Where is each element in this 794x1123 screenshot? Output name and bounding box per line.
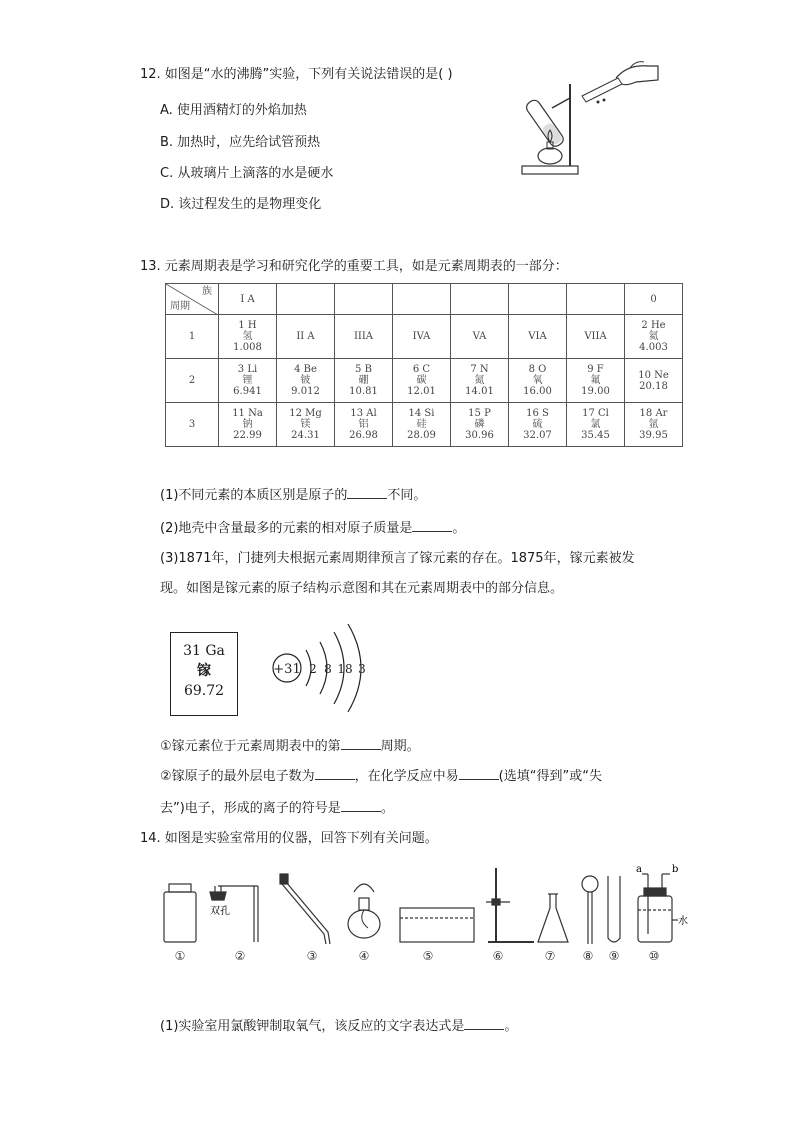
group-header — [567, 284, 625, 315]
nucleus-charge: +31 — [273, 662, 301, 677]
element-symbol: 1 H — [238, 320, 257, 331]
iron-stand-icon — [486, 868, 534, 942]
element-mass: 20.18 — [639, 380, 668, 392]
period-row — [166, 403, 683, 447]
group-header — [509, 284, 567, 315]
apparatus-label: ④ — [358, 949, 370, 963]
element-cell — [335, 359, 393, 403]
element-cell — [335, 403, 393, 447]
shell-electrons: 2 — [309, 662, 317, 676]
element-mass: 26.98 — [349, 430, 378, 441]
lab-apparatus-figure — [158, 862, 688, 972]
q13-c1-tail: 周期。 — [380, 739, 420, 754]
q13-sub2 — [160, 519, 465, 538]
element-cell — [277, 403, 335, 447]
answer-blank[interactable] — [412, 519, 452, 532]
element-name: 氩 — [648, 419, 659, 430]
element-name: 氢 — [242, 331, 253, 342]
element-cell — [625, 315, 683, 359]
element-cell — [509, 315, 567, 359]
element-mass: 28.09 — [407, 430, 436, 441]
element-mass: 30.96 — [465, 430, 494, 441]
group-header — [277, 284, 335, 315]
period-row — [166, 315, 683, 359]
element-mass: 19.00 — [581, 386, 610, 397]
table-corner — [166, 284, 219, 315]
q13-sub1-tail: 不同。 — [387, 488, 427, 503]
q13-sub3-line1: (3)1871年，门捷列夫根据元素周期律预言了镓元素的存在。1875年，镓元素被发 — [160, 551, 635, 566]
gas-washing-bottle-icon — [638, 874, 678, 942]
q13-c1 — [160, 737, 420, 756]
q12-option-d: D. 该过程发生的是物理变化 — [160, 197, 322, 212]
gallium-name: 镓 — [197, 663, 211, 679]
element-mass: 9.012 — [291, 386, 320, 397]
period-number: 2 — [166, 359, 219, 403]
element-symbol: 2 He — [641, 320, 666, 331]
apparatus-label: ⑥ — [492, 949, 504, 963]
period-number: 1 — [166, 315, 219, 359]
element-name: 钠 — [242, 419, 253, 430]
q13-c2-line1 — [160, 767, 602, 786]
element-symbol: 5 B — [355, 364, 372, 375]
element-symbol: 10 Ne — [638, 369, 669, 381]
element-name: 硅 — [416, 419, 427, 430]
q14-sub1-text: (1)实验室用氯酸钾制取氧气，该反应的文字表达式是 — [160, 1019, 465, 1034]
water-trough-icon — [400, 908, 474, 942]
apparatus-label: ⑤ — [422, 949, 434, 963]
corner-period-label: 周期 — [170, 301, 190, 312]
element-mass: 10.81 — [349, 386, 378, 397]
answer-blank[interactable] — [315, 767, 355, 780]
apparatus-label: ① — [174, 949, 186, 963]
element-symbol: 6 C — [412, 364, 431, 375]
element-mass: 12.01 — [407, 386, 436, 397]
element-cell — [277, 315, 335, 359]
element-mass: 1.008 — [233, 342, 262, 353]
element-symbol: 4 Be — [294, 364, 317, 375]
q13-c1-text: ①镓元素位于元素周期表中的第 — [160, 739, 341, 754]
element-mass: 35.45 — [581, 430, 610, 441]
element-symbol: 13 Al — [350, 408, 377, 419]
element-name: 硫 — [532, 419, 543, 430]
q12-option-b: B. 加热时，应先给试管预热 — [160, 135, 321, 150]
element-symbol: II A — [296, 331, 315, 342]
element-cell — [567, 403, 625, 447]
q13-sub2-tail: 。 — [452, 521, 466, 536]
element-cell — [451, 315, 509, 359]
element-cell — [277, 359, 335, 403]
element-cell — [567, 359, 625, 403]
apparatus-label: ② — [234, 949, 246, 963]
element-mass: 16.00 — [523, 386, 552, 397]
q12-option-c: C. 从玻璃片上滴落的水是硬水 — [160, 166, 334, 181]
group-header — [451, 284, 509, 315]
conical-flask-icon — [538, 894, 568, 942]
element-mass: 22.99 — [233, 430, 262, 441]
element-symbol: 17 Cl — [582, 408, 609, 419]
q13-c2-line2-text: 去”)电子，形成的离子的符号是 — [160, 801, 341, 816]
corner-group-label: 族 — [202, 286, 212, 297]
q13-c2-line2 — [160, 799, 394, 818]
element-name: 铝 — [358, 419, 369, 430]
q12-option-a: A. 使用酒精灯的外焰加热 — [160, 103, 307, 118]
element-name: 氟 — [590, 375, 601, 386]
gallium-element-card — [170, 632, 238, 716]
bottle-port-b: b — [672, 864, 679, 875]
shell-electrons: 3 — [358, 662, 366, 676]
element-name: 氯 — [590, 419, 601, 430]
wide-mouth-bottle-icon — [164, 884, 196, 942]
element-name: 氮 — [474, 375, 485, 386]
element-symbol: 16 S — [526, 408, 549, 419]
element-cell — [625, 403, 683, 447]
q14-sub1 — [160, 1017, 517, 1036]
element-mass: 32.07 — [523, 430, 552, 441]
element-cell — [393, 359, 451, 403]
apparatus-label: ⑨ — [608, 949, 620, 963]
period-number: 3 — [166, 403, 219, 447]
element-symbol: 8 O — [528, 364, 547, 375]
element-name: 氧 — [532, 375, 543, 386]
element-symbol: 11 Na — [232, 408, 263, 419]
water-label: 水 — [678, 916, 688, 927]
gallium-number-symbol: 31 Ga — [183, 643, 225, 659]
element-name: 磷 — [474, 419, 485, 430]
answer-blank[interactable] — [341, 737, 381, 750]
group-header — [393, 284, 451, 315]
element-name: 镁 — [300, 419, 311, 430]
element-symbol: VIIA — [584, 331, 607, 342]
element-cell — [219, 403, 277, 447]
answer-blank[interactable] — [341, 799, 381, 812]
q13-c2-text-a: ②镓原子的最外层电子数为 — [160, 769, 315, 784]
q13-sub1 — [160, 486, 426, 505]
long-neck-funnel-icon — [582, 876, 598, 944]
element-cell — [451, 403, 509, 447]
q12-stem: 12. 如图是“水的沸腾”实验，下列有关说法错误的是( ) — [140, 67, 453, 82]
shell-electrons: 18 — [337, 662, 353, 676]
alcohol-lamp-icon — [348, 884, 380, 938]
apparatus-label: ⑧ — [582, 949, 594, 963]
element-name: 铍 — [300, 375, 311, 386]
element-cell — [393, 315, 451, 359]
q13-c2-line2-tail: 。 — [380, 801, 394, 816]
boiling-water-apparatus-figure — [518, 56, 660, 180]
element-name: 氦 — [648, 331, 659, 342]
element-mass: 14.01 — [465, 386, 494, 397]
shell-electrons: 8 — [324, 662, 332, 676]
element-symbol: 15 P — [468, 408, 491, 419]
test-tube-icon — [608, 876, 620, 942]
element-name: 硼 — [358, 375, 369, 386]
element-cell — [393, 403, 451, 447]
periodic-table — [165, 283, 683, 447]
answer-blank[interactable] — [459, 767, 499, 780]
element-name: 碳 — [416, 375, 427, 386]
element-symbol: IIIA — [353, 331, 374, 342]
element-cell — [625, 359, 683, 403]
bottle-port-a: a — [636, 864, 642, 875]
gallium-atom-structure-diagram — [262, 620, 382, 720]
element-name: 锂 — [242, 375, 253, 386]
element-symbol: 14 Si — [408, 408, 435, 419]
element-symbol: 9 F — [587, 364, 604, 375]
element-symbol: VA — [472, 331, 487, 342]
element-cell — [219, 315, 277, 359]
group-header — [335, 284, 393, 315]
element-symbol: IVA — [412, 331, 431, 342]
q13-sub3-line2: 现。如图是镓元素的原子结构示意图和其在元素周期表中的部分信息。 — [160, 581, 564, 596]
element-mass: 4.003 — [639, 342, 668, 353]
gallium-mass: 69.72 — [183, 683, 225, 699]
q14-sub1-tail: 。 — [504, 1019, 518, 1034]
bent-tube-icon — [280, 874, 330, 944]
answer-blank[interactable] — [464, 1017, 504, 1030]
q14-stem: 14. 如图是实验室常用的仪器，回答下列有关问题。 — [140, 831, 438, 846]
element-cell — [219, 359, 277, 403]
q13-sub2-text: (2)地壳中含量最多的元素的相对原子质量是 — [160, 521, 413, 536]
group-header: 0 — [625, 284, 683, 315]
apparatus-label: ⑦ — [544, 949, 556, 963]
q13-c2-text-c: (选填“得到”或“失 — [498, 769, 602, 784]
element-mass: 6.941 — [233, 386, 262, 397]
element-cell — [567, 315, 625, 359]
element-cell — [451, 359, 509, 403]
q13-c2-text-b: ，在化学反应中易 — [354, 769, 459, 784]
apparatus-label: ③ — [306, 949, 318, 963]
element-cell — [509, 403, 567, 447]
element-symbol: VIA — [528, 331, 547, 342]
period-row — [166, 359, 683, 403]
element-mass: 24.31 — [291, 430, 320, 441]
answer-blank[interactable] — [347, 486, 387, 499]
q13-stem: 13. 元素周期表是学习和研究化学的重要工具，如是元素周期表的一部分： — [140, 259, 568, 274]
element-symbol: 7 N — [470, 364, 489, 375]
element-cell — [509, 359, 567, 403]
group-header: I A — [219, 284, 277, 315]
stopper-label: 双孔 — [210, 906, 230, 917]
element-cell — [335, 315, 393, 359]
q13-sub1-text: (1)不同元素的本质区别是原子的 — [160, 488, 348, 503]
element-symbol: 12 Mg — [289, 408, 322, 419]
element-mass: 39.95 — [639, 430, 668, 441]
apparatus-label: ⑩ — [648, 949, 660, 963]
element-symbol: 3 Li — [237, 364, 258, 375]
element-symbol: 18 Ar — [639, 408, 668, 419]
